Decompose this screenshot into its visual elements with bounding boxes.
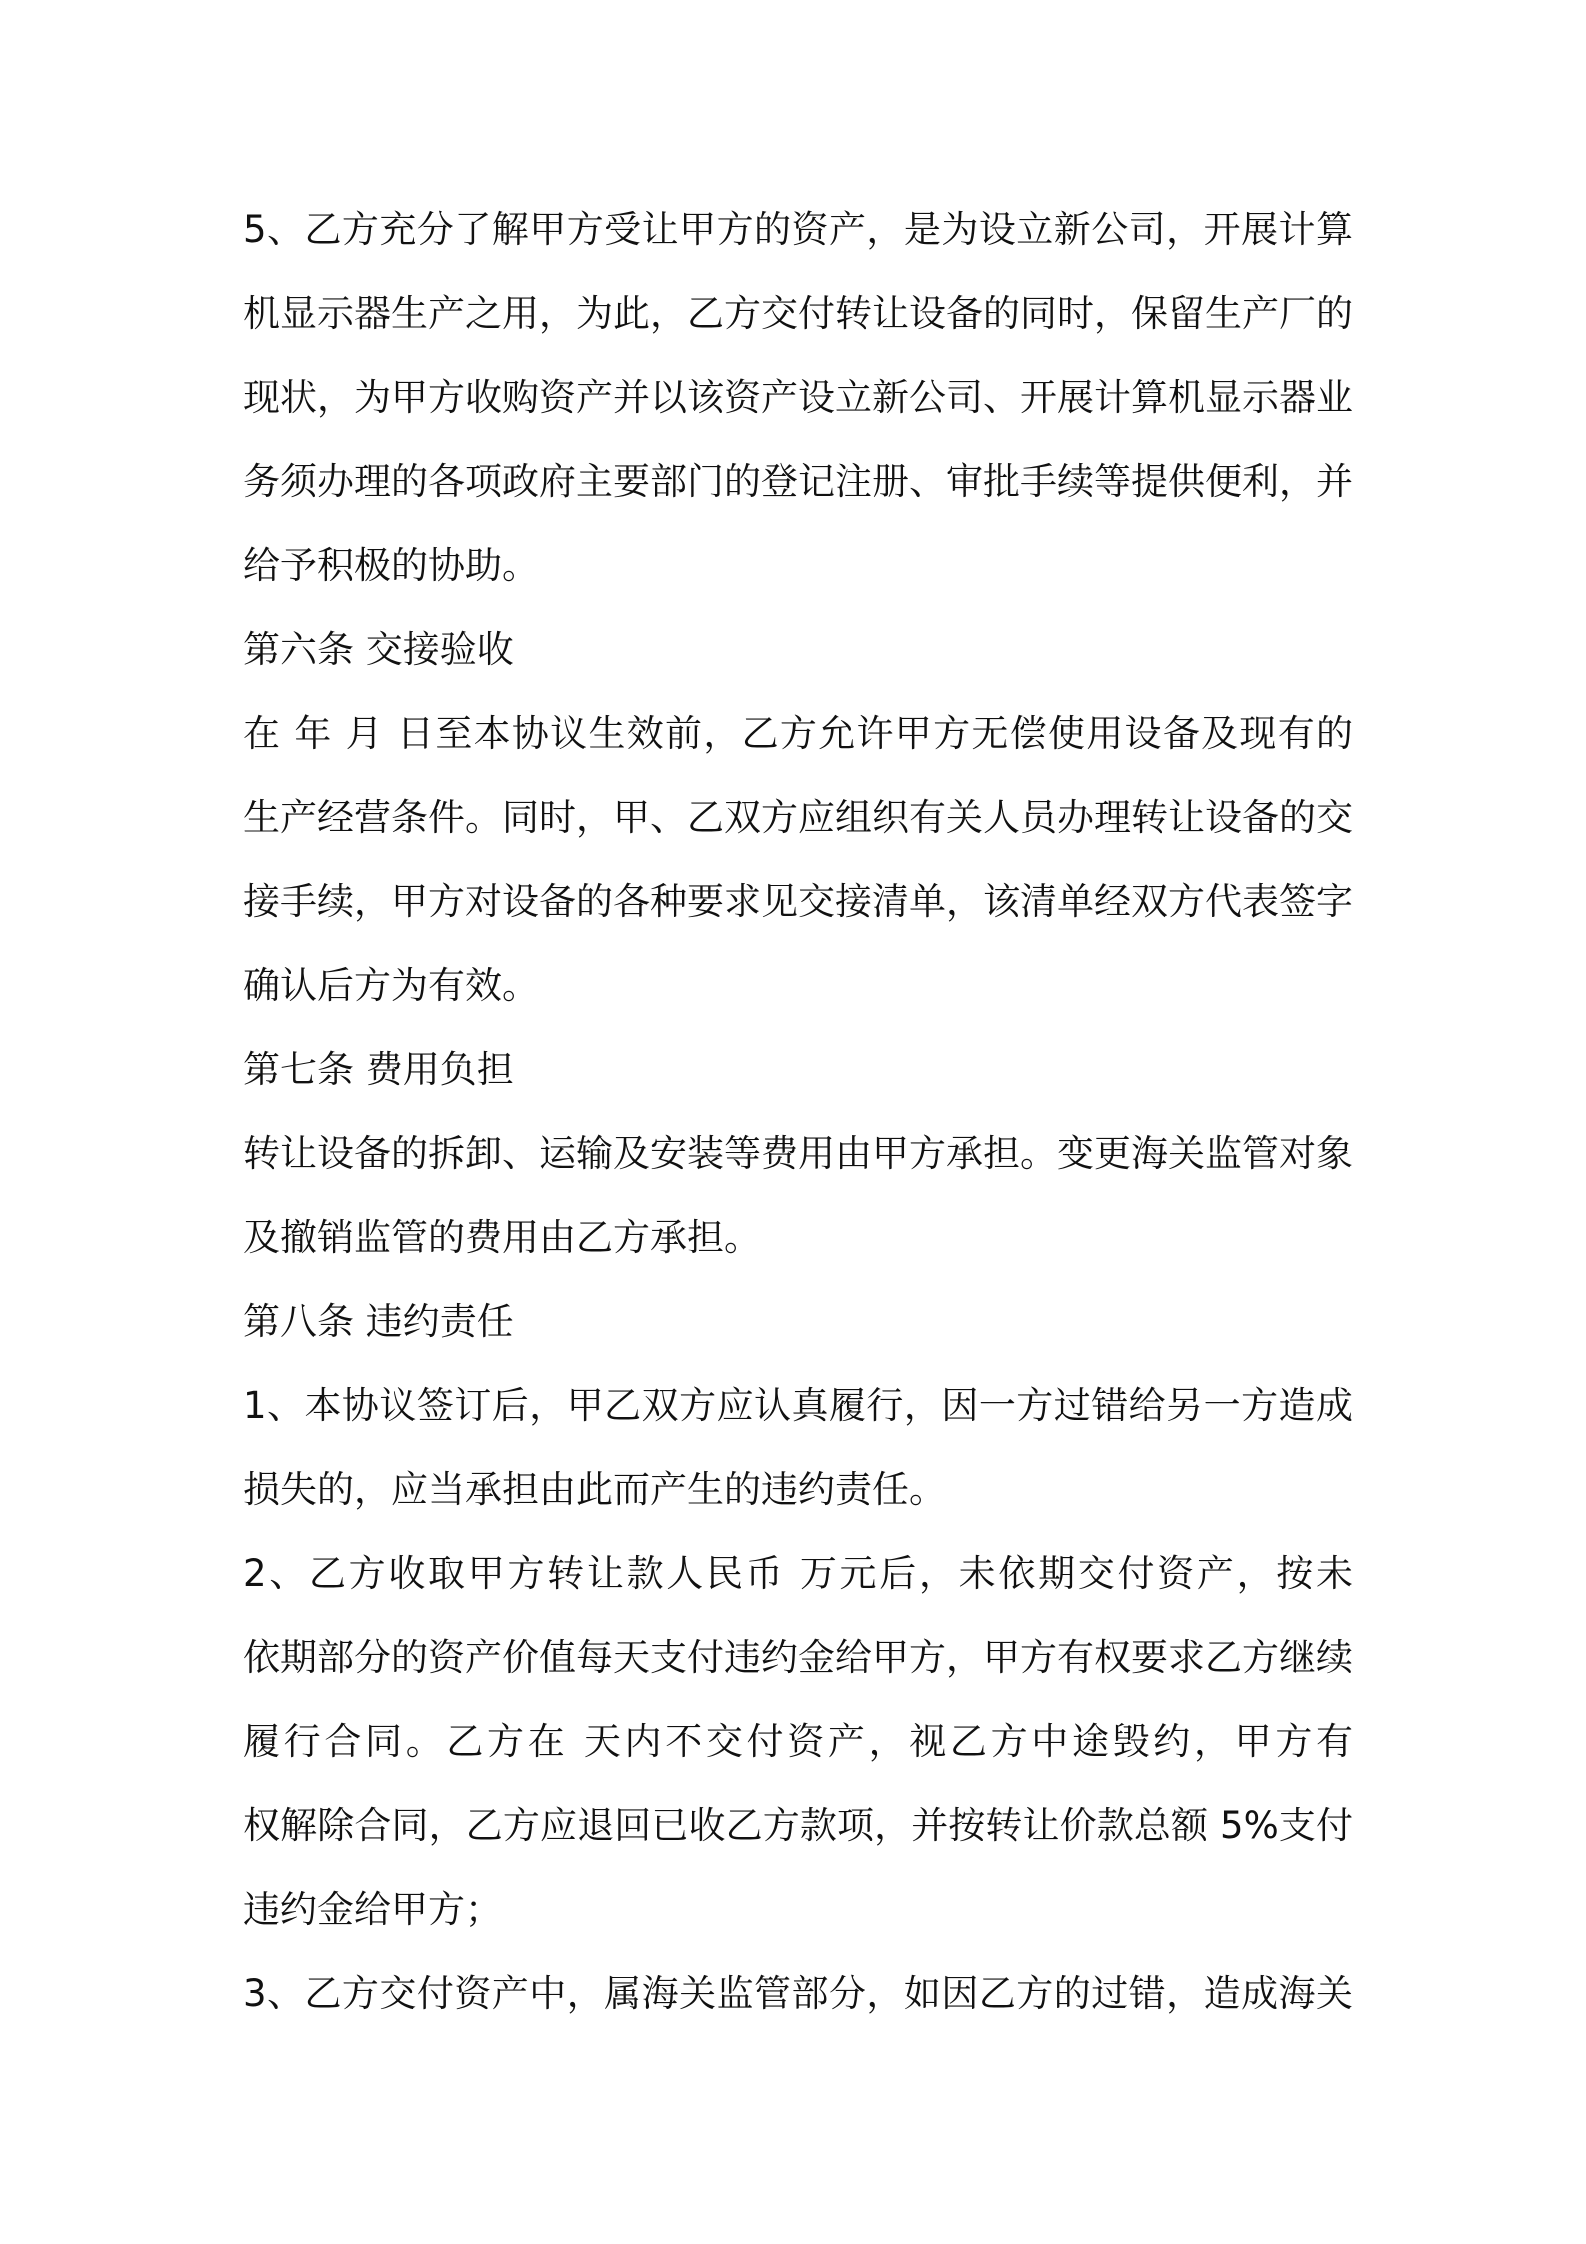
article-8-item-2-line-5: 违约金给甲方； <box>243 1888 502 1931</box>
article-8-item-2-line-1: 2、乙方收取甲方转让款人民币 万元后，未依期交付资产，按未 <box>243 1552 1353 1595</box>
article-8-item-2-line-3: 履行合同。乙方在 天内不交付资产，视乙方中途毁约，甲方有 <box>243 1720 1353 1763</box>
article-7-line-1: 转让设备的拆卸、运输及安装等费用由甲方承担。变更海关监管对象 <box>243 1132 1353 1175</box>
article-7-line-2: 及撤销监管的费用由乙方承担。 <box>243 1216 761 1259</box>
paragraph-5-line-3: 现状，为甲方收购资产并以该资产设立新公司、开展计算机显示器业 <box>243 376 1353 419</box>
article-6-line-2: 生产经营条件。同时，甲、乙双方应组织有关人员办理转让设备的交 <box>243 796 1353 839</box>
article-7-heading: 第七条 费用负担 <box>243 1048 514 1091</box>
article-6-line-1: 在 年 月 日至本协议生效前，乙方允许甲方无偿使用设备及现有的 <box>243 712 1353 755</box>
article-6-line-4: 确认后方为有效。 <box>243 964 539 1007</box>
paragraph-5-line-4: 务须办理的各项政府主要部门的登记注册、审批手续等提供便利，并 <box>243 460 1353 503</box>
article-8-item-1-line-1: 1、本协议签订后，甲乙双方应认真履行，因一方过错给另一方造成 <box>243 1384 1353 1427</box>
article-6-line-3: 接手续，甲方对设备的各种要求见交接清单，该清单经双方代表签字 <box>243 880 1353 923</box>
article-8-heading: 第八条 违约责任 <box>243 1300 514 1343</box>
article-6-heading: 第六条 交接验收 <box>243 628 514 671</box>
article-8-item-3-line-1: 3、乙方交付资产中，属海关监管部分，如因乙方的过错，造成海关 <box>243 1972 1353 2015</box>
paragraph-5-line-2: 机显示器生产之用，为此，乙方交付转让设备的同时，保留生产厂的 <box>243 292 1353 335</box>
paragraph-5-line-5: 给予积极的协助。 <box>243 544 539 587</box>
paragraph-5-line-1: 5、乙方充分了解甲方受让甲方的资产，是为设立新公司，开展计算 <box>243 208 1353 251</box>
article-8-item-2-line-2: 依期部分的资产价值每天支付违约金给甲方，甲方有权要求乙方继续 <box>243 1636 1353 1679</box>
article-8-item-1-line-2: 损失的，应当承担由此而产生的违约责任。 <box>243 1468 946 1511</box>
article-8-item-2-line-4: 权解除合同，乙方应退回已收乙方款项，并按转让价款总额 5%支付 <box>243 1804 1353 1847</box>
document-page <box>243 196 1353 2056</box>
